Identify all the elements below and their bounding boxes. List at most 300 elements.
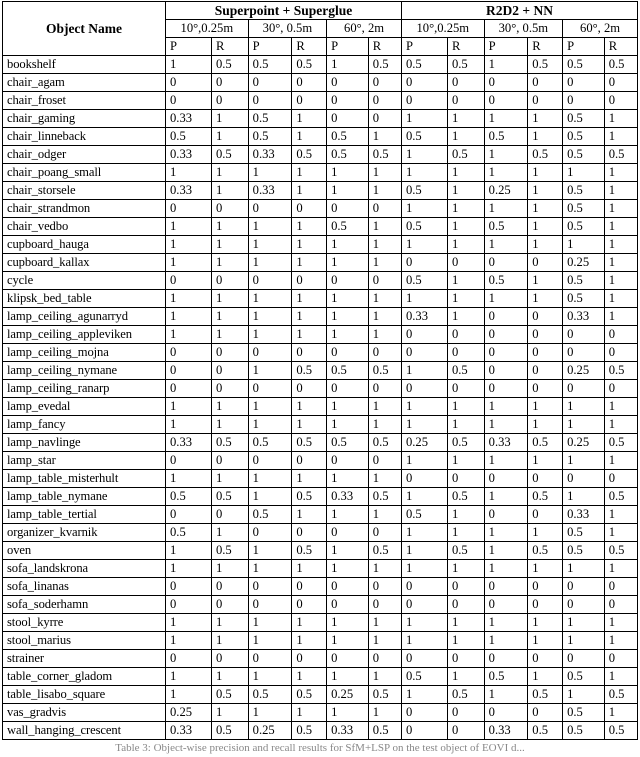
precision-cell: 1 <box>327 614 369 632</box>
precision-cell: 0 <box>248 452 292 470</box>
recall-cell: 1 <box>368 218 401 236</box>
object-name-cell: chair_strandmon <box>3 200 166 218</box>
recall-cell: 0 <box>528 650 563 668</box>
recall-cell: 0.5 <box>292 434 327 452</box>
recall-cell: 1 <box>528 236 563 254</box>
object-name-cell: chair_froset <box>3 92 166 110</box>
recall-cell: 0.5 <box>211 488 248 506</box>
table-row <box>3 110 638 128</box>
recall-cell: 0 <box>447 92 484 110</box>
recall-cell: 1 <box>292 254 327 272</box>
recall-cell: 1 <box>211 182 248 200</box>
precision-cell: 1 <box>401 542 447 560</box>
precision-cell: 1 <box>327 632 369 650</box>
precision-cell: 0 <box>484 704 528 722</box>
recall-cell: 1 <box>292 110 327 128</box>
recall-cell: 0.5 <box>211 542 248 560</box>
setting-header: 10°,0.25m <box>401 20 484 38</box>
precision-cell: 1 <box>248 668 292 686</box>
recall-cell: 0.5 <box>604 434 637 452</box>
recall-cell: 1 <box>447 668 484 686</box>
precision-cell: 0.5 <box>248 434 292 452</box>
recall-cell: 0 <box>604 326 637 344</box>
precision-cell: 0 <box>248 596 292 614</box>
recall-cell: 1 <box>604 704 637 722</box>
recall-cell: 1 <box>604 416 637 434</box>
precision-cell: 1 <box>248 326 292 344</box>
recall-cell: 1 <box>447 452 484 470</box>
precision-cell: 0.5 <box>248 506 292 524</box>
precision-cell: 0.5 <box>166 488 212 506</box>
recall-cell: 0 <box>447 470 484 488</box>
precision-cell: 0 <box>248 74 292 92</box>
recall-cell: 1 <box>528 632 563 650</box>
recall-cell: 1 <box>211 236 248 254</box>
precision-cell: 1 <box>484 452 528 470</box>
precision-cell: 1 <box>327 704 369 722</box>
recall-cell: 1 <box>604 290 637 308</box>
precision-cell: 1 <box>248 470 292 488</box>
precision-cell: 0 <box>563 74 605 92</box>
precision-cell: 0 <box>563 578 605 596</box>
group-header-r2d2: R2D2 + NN <box>401 2 637 20</box>
table-row <box>3 452 638 470</box>
recall-cell: 0.5 <box>447 542 484 560</box>
precision-cell: 1 <box>327 308 369 326</box>
recall-cell: 0 <box>292 452 327 470</box>
precision-cell: 0.25 <box>248 722 292 740</box>
object-name-cell: lamp_ceiling_mojna <box>3 344 166 362</box>
recall-cell: 0.5 <box>292 542 327 560</box>
recall-cell: 0 <box>447 722 484 740</box>
recall-header: R <box>447 38 484 56</box>
table-row <box>3 146 638 164</box>
recall-cell: 1 <box>447 218 484 236</box>
precision-cell: 1 <box>166 686 212 704</box>
precision-cell: 0 <box>327 452 369 470</box>
recall-cell: 1 <box>447 128 484 146</box>
precision-cell: 0.33 <box>166 434 212 452</box>
recall-cell: 1 <box>447 164 484 182</box>
precision-cell: 1 <box>484 560 528 578</box>
recall-header: R <box>368 38 401 56</box>
table-row <box>3 470 638 488</box>
recall-cell: 1 <box>447 416 484 434</box>
precision-cell: 0.5 <box>563 182 605 200</box>
precision-cell: 1 <box>401 110 447 128</box>
recall-cell: 0 <box>211 596 248 614</box>
precision-cell: 1 <box>248 560 292 578</box>
table-row <box>3 668 638 686</box>
precision-cell: 1 <box>248 632 292 650</box>
precision-cell: 1 <box>166 164 212 182</box>
recall-cell: 1 <box>528 128 563 146</box>
precision-cell: 1 <box>563 560 605 578</box>
recall-cell: 0.5 <box>368 146 401 164</box>
precision-cell: 0.5 <box>563 56 605 74</box>
recall-cell: 1 <box>528 182 563 200</box>
recall-cell: 0 <box>447 74 484 92</box>
recall-cell: 1 <box>604 164 637 182</box>
precision-cell: 0 <box>248 272 292 290</box>
object-name-cell: cupboard_kallax <box>3 254 166 272</box>
recall-cell: 0 <box>447 254 484 272</box>
object-name-cell: cycle <box>3 272 166 290</box>
recall-cell: 1 <box>368 308 401 326</box>
table-row <box>3 542 638 560</box>
table-caption: Table 3: Object-wise precision and recall results for SfM+LSP on the test object of EOVI d... <box>115 742 525 754</box>
recall-cell: 1 <box>211 218 248 236</box>
precision-cell: 0 <box>327 92 369 110</box>
precision-cell: 1 <box>563 614 605 632</box>
precision-cell: 1 <box>166 542 212 560</box>
recall-cell: 1 <box>368 506 401 524</box>
recall-cell: 1 <box>211 524 248 542</box>
precision-cell: 0.5 <box>401 182 447 200</box>
precision-cell: 0.25 <box>401 434 447 452</box>
group-header-superglue: Superpoint + Superglue <box>166 2 402 20</box>
precision-cell: 0 <box>248 200 292 218</box>
object-name-cell: lamp_table_misterhult <box>3 470 166 488</box>
precision-cell: 1 <box>166 290 212 308</box>
precision-cell: 0 <box>166 92 212 110</box>
precision-cell: 0.5 <box>563 200 605 218</box>
table-row <box>3 272 638 290</box>
recall-cell: 1 <box>292 704 327 722</box>
precision-cell: 0 <box>401 722 447 740</box>
recall-cell: 0 <box>368 380 401 398</box>
recall-cell: 1 <box>528 200 563 218</box>
table-row <box>3 308 638 326</box>
recall-cell: 0.5 <box>292 362 327 380</box>
table-row <box>3 380 638 398</box>
recall-cell: 0 <box>368 452 401 470</box>
recall-cell: 0.5 <box>292 488 327 506</box>
precision-cell: 0.5 <box>563 542 605 560</box>
recall-cell: 0.5 <box>292 56 327 74</box>
precision-cell: 0 <box>484 506 528 524</box>
recall-cell: 0 <box>368 524 401 542</box>
precision-cell: 1 <box>484 632 528 650</box>
precision-cell: 0.5 <box>166 128 212 146</box>
precision-cell: 1 <box>248 416 292 434</box>
precision-cell: 0.5 <box>248 128 292 146</box>
precision-cell: 1 <box>401 524 447 542</box>
precision-cell: 1 <box>484 236 528 254</box>
precision-cell: 1 <box>563 452 605 470</box>
recall-cell: 1 <box>368 326 401 344</box>
precision-cell: 0.25 <box>484 182 528 200</box>
object-name-cell: lamp_table_tertial <box>3 506 166 524</box>
precision-cell: 0.25 <box>166 704 212 722</box>
recall-cell: 1 <box>292 218 327 236</box>
table-row <box>3 398 638 416</box>
recall-cell: 1 <box>292 398 327 416</box>
recall-cell: 0 <box>292 272 327 290</box>
recall-cell: 1 <box>368 254 401 272</box>
recall-cell: 1 <box>368 668 401 686</box>
precision-cell: 0.33 <box>166 182 212 200</box>
precision-cell: 0 <box>401 92 447 110</box>
recall-cell: 1 <box>368 560 401 578</box>
recall-cell: 0.5 <box>447 434 484 452</box>
object-name-cell: table_corner_gladom <box>3 668 166 686</box>
recall-cell: 1 <box>604 308 637 326</box>
recall-cell: 0 <box>528 344 563 362</box>
recall-cell: 0 <box>447 704 484 722</box>
object-name-cell: strainer <box>3 650 166 668</box>
precision-cell: 1 <box>327 470 369 488</box>
precision-cell: 0 <box>484 380 528 398</box>
recall-cell: 1 <box>528 668 563 686</box>
table-row <box>3 218 638 236</box>
recall-cell: 0 <box>368 200 401 218</box>
precision-cell: 0.5 <box>401 272 447 290</box>
precision-cell: 0 <box>166 74 212 92</box>
precision-cell: 1 <box>484 290 528 308</box>
recall-cell: 1 <box>292 128 327 146</box>
precision-cell: 0 <box>166 380 212 398</box>
precision-cell: 1 <box>166 218 212 236</box>
recall-cell: 0 <box>447 578 484 596</box>
recall-cell: 1 <box>447 290 484 308</box>
precision-cell: 1 <box>327 506 369 524</box>
recall-cell: 0 <box>528 704 563 722</box>
object-name-cell: lamp_ceiling_appleviken <box>3 326 166 344</box>
precision-cell: 0.5 <box>248 56 292 74</box>
recall-cell: 1 <box>368 290 401 308</box>
precision-cell: 1 <box>166 560 212 578</box>
recall-cell: 1 <box>528 272 563 290</box>
recall-cell: 1 <box>368 182 401 200</box>
object-name-cell: sofa_landskrona <box>3 560 166 578</box>
recall-cell: 1 <box>368 632 401 650</box>
table-row <box>3 164 638 182</box>
precision-cell: 1 <box>401 452 447 470</box>
precision-header: P <box>248 38 292 56</box>
recall-cell: 1 <box>292 614 327 632</box>
recall-cell: 0 <box>528 92 563 110</box>
recall-cell: 0 <box>528 470 563 488</box>
table-row <box>3 578 638 596</box>
precision-cell: 1 <box>401 164 447 182</box>
precision-cell: 1 <box>401 362 447 380</box>
precision-cell: 1 <box>166 308 212 326</box>
recall-cell: 0.5 <box>211 722 248 740</box>
precision-cell: 1 <box>327 326 369 344</box>
recall-cell: 1 <box>211 560 248 578</box>
precision-cell: 0 <box>327 650 369 668</box>
recall-cell: 0 <box>528 326 563 344</box>
recall-cell: 1 <box>528 218 563 236</box>
recall-cell: 1 <box>528 452 563 470</box>
precision-cell: 0 <box>401 326 447 344</box>
precision-cell: 0 <box>166 596 212 614</box>
object-name-header: Object Name <box>3 2 166 56</box>
precision-cell: 0 <box>401 578 447 596</box>
precision-header: P <box>563 38 605 56</box>
recall-cell: 1 <box>368 164 401 182</box>
recall-cell: 0.5 <box>528 146 563 164</box>
precision-cell: 0 <box>166 362 212 380</box>
precision-cell: 0.33 <box>327 488 369 506</box>
precision-cell: 0.5 <box>563 524 605 542</box>
precision-cell: 0.25 <box>563 434 605 452</box>
precision-cell: 0.5 <box>563 146 605 164</box>
precision-cell: 0.5 <box>563 704 605 722</box>
precision-cell: 1 <box>248 290 292 308</box>
precision-cell: 1 <box>563 236 605 254</box>
precision-cell: 1 <box>484 146 528 164</box>
object-name-cell: lamp_ceiling_agunarryd <box>3 308 166 326</box>
recall-cell: 1 <box>447 182 484 200</box>
precision-cell: 1 <box>327 56 369 74</box>
recall-cell: 1 <box>528 290 563 308</box>
precision-cell: 1 <box>248 488 292 506</box>
precision-cell: 0 <box>166 578 212 596</box>
recall-cell: 0.5 <box>528 56 563 74</box>
precision-cell: 0 <box>401 596 447 614</box>
recall-cell: 1 <box>604 128 637 146</box>
recall-cell: 1 <box>604 452 637 470</box>
precision-cell: 0.33 <box>484 434 528 452</box>
recall-cell: 0 <box>292 578 327 596</box>
recall-cell: 1 <box>447 236 484 254</box>
recall-cell: 0 <box>447 650 484 668</box>
recall-cell: 1 <box>292 182 327 200</box>
precision-cell: 0.5 <box>563 128 605 146</box>
recall-cell: 1 <box>604 632 637 650</box>
recall-cell: 1 <box>292 632 327 650</box>
recall-cell: 1 <box>604 218 637 236</box>
object-name-cell: chair_vedbo <box>3 218 166 236</box>
recall-cell: 0.5 <box>368 542 401 560</box>
recall-cell: 0.5 <box>528 722 563 740</box>
precision-cell: 1 <box>563 398 605 416</box>
recall-header: R <box>292 38 327 56</box>
recall-cell: 0 <box>447 380 484 398</box>
setting-header: 30°, 0.5m <box>248 20 326 38</box>
precision-cell: 0 <box>484 74 528 92</box>
recall-cell: 0 <box>447 344 484 362</box>
recall-cell: 0.5 <box>292 146 327 164</box>
precision-cell: 1 <box>401 686 447 704</box>
precision-cell: 1 <box>401 398 447 416</box>
recall-cell: 0 <box>368 596 401 614</box>
precision-cell: 1 <box>401 236 447 254</box>
recall-cell: 1 <box>211 254 248 272</box>
precision-cell: 0 <box>327 110 369 128</box>
recall-cell: 0.5 <box>528 686 563 704</box>
precision-cell: 0 <box>327 200 369 218</box>
recall-cell: 0 <box>292 200 327 218</box>
precision-cell: 0 <box>484 254 528 272</box>
recall-cell: 1 <box>368 416 401 434</box>
setting-header: 60°, 2m <box>563 20 638 38</box>
recall-header: R <box>528 38 563 56</box>
precision-cell: 0.25 <box>563 362 605 380</box>
recall-cell: 0 <box>604 344 637 362</box>
recall-cell: 0 <box>604 92 637 110</box>
object-name-cell: stool_marius <box>3 632 166 650</box>
recall-cell: 1 <box>211 416 248 434</box>
precision-cell: 1 <box>166 236 212 254</box>
precision-cell: 0 <box>563 470 605 488</box>
precision-header: P <box>327 38 369 56</box>
precision-header: P <box>401 38 447 56</box>
recall-cell: 1 <box>368 704 401 722</box>
recall-cell: 1 <box>447 524 484 542</box>
recall-cell: 0 <box>292 74 327 92</box>
precision-cell: 0 <box>401 344 447 362</box>
table-row <box>3 614 638 632</box>
table-row <box>3 56 638 74</box>
recall-cell: 0 <box>211 272 248 290</box>
precision-cell: 1 <box>484 542 528 560</box>
recall-cell: 1 <box>211 614 248 632</box>
precision-header: P <box>166 38 212 56</box>
precision-cell: 1 <box>484 524 528 542</box>
recall-cell: 1 <box>211 398 248 416</box>
precision-cell: 1 <box>401 614 447 632</box>
precision-cell: 0 <box>401 704 447 722</box>
recall-cell: 1 <box>211 164 248 182</box>
precision-cell: 0 <box>248 92 292 110</box>
precision-cell: 1 <box>484 488 528 506</box>
recall-cell: 1 <box>292 326 327 344</box>
recall-cell: 0 <box>292 92 327 110</box>
object-name-cell: lamp_fancy <box>3 416 166 434</box>
precision-cell: 1 <box>327 182 369 200</box>
precision-cell: 0.5 <box>563 218 605 236</box>
table-row <box>3 344 638 362</box>
recall-cell: 1 <box>604 560 637 578</box>
precision-cell: 1 <box>327 668 369 686</box>
recall-cell: 0.5 <box>528 434 563 452</box>
table-row <box>3 524 638 542</box>
recall-cell: 1 <box>604 668 637 686</box>
recall-cell: 0.5 <box>447 686 484 704</box>
table-row <box>3 506 638 524</box>
recall-cell: 0.5 <box>447 362 484 380</box>
recall-cell: 1 <box>447 632 484 650</box>
recall-cell: 0 <box>292 380 327 398</box>
precision-cell: 1 <box>248 218 292 236</box>
precision-cell: 0 <box>484 596 528 614</box>
table-row <box>3 434 638 452</box>
precision-cell: 1 <box>248 614 292 632</box>
precision-cell: 1 <box>166 668 212 686</box>
precision-cell: 0 <box>248 380 292 398</box>
recall-cell: 0.5 <box>528 488 563 506</box>
precision-cell: 1 <box>401 146 447 164</box>
recall-cell: 1 <box>211 290 248 308</box>
precision-cell: 0 <box>401 650 447 668</box>
recall-cell: 1 <box>447 560 484 578</box>
precision-cell: 0 <box>327 596 369 614</box>
recall-cell: 0.5 <box>211 146 248 164</box>
recall-cell: 0 <box>604 650 637 668</box>
precision-cell: 1 <box>484 614 528 632</box>
recall-cell: 1 <box>604 200 637 218</box>
precision-cell: 1 <box>563 164 605 182</box>
recall-cell: 1 <box>211 470 248 488</box>
precision-cell: 1 <box>248 398 292 416</box>
object-name-cell: lamp_navlinge <box>3 434 166 452</box>
precision-cell: 0 <box>484 578 528 596</box>
recall-cell: 1 <box>292 290 327 308</box>
precision-cell: 0.5 <box>484 668 528 686</box>
